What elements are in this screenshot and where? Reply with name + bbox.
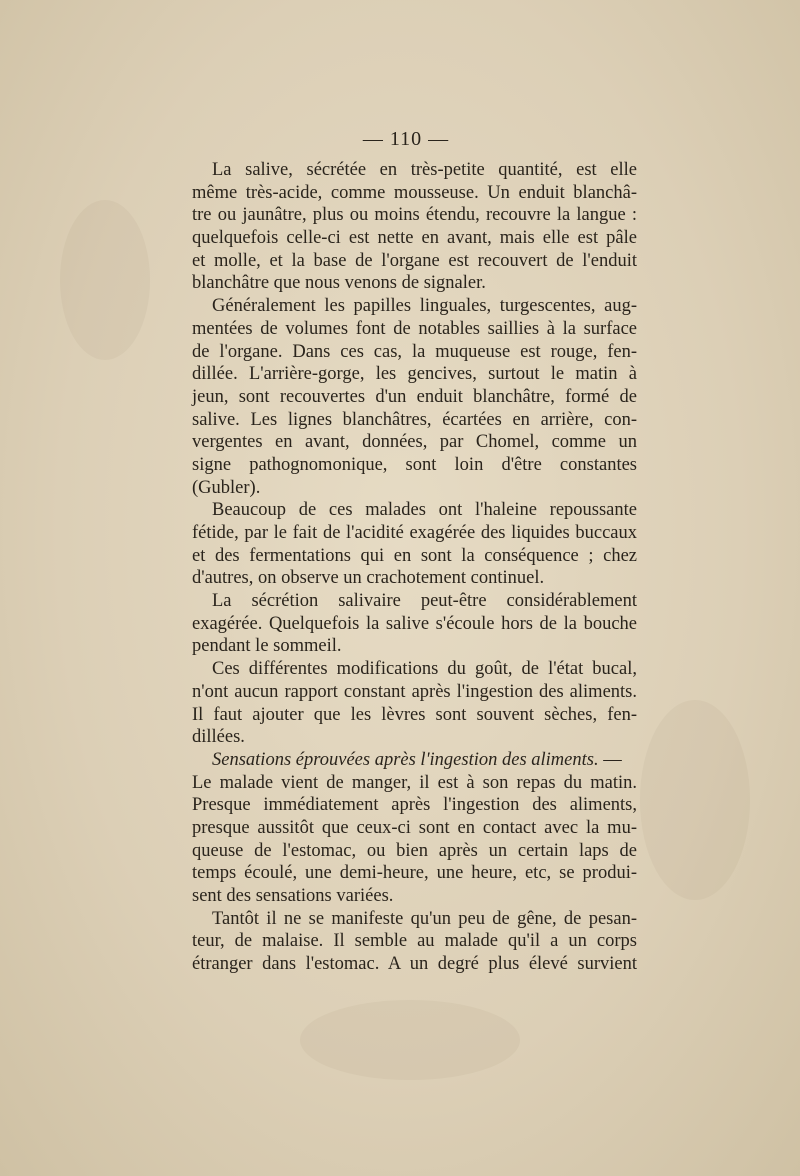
text-line-content: Beaucoup de ces malades ont l'haleine repoussante	[212, 500, 637, 521]
text-line-content: blanchâtre que nous venons de signaler.	[192, 273, 486, 294]
text-line-content: La salive, sécrétée en très-petite quantité, est elle	[212, 160, 637, 180]
text-line	[192, 159, 637, 182]
text-line-content: Ces différentes modifications du goût, de l'état bucal,	[212, 659, 637, 680]
text-line-content: jeun, sont recouvertes d'un enduit blanchâtre, formé de	[192, 386, 637, 407]
text-line-content: vergentes en avant, données, par Chomel, comme un	[192, 432, 637, 453]
text-line	[192, 477, 637, 500]
text-line	[192, 522, 637, 545]
text-line	[192, 341, 637, 364]
text-line	[192, 590, 637, 613]
text-line-content: Tantôt il ne se manifeste qu'un peu de gêne, de pesan-	[212, 908, 637, 929]
text-line	[192, 772, 637, 795]
text-line	[192, 272, 637, 295]
text-line	[192, 182, 637, 205]
text-line	[192, 862, 637, 885]
text-line-content: presque aussitôt que ceux-ci sont en contact avec la mu-	[192, 817, 637, 838]
section-heading: Sensations éprouvées après l'ingestion des aliments.	[212, 749, 599, 770]
text-line-content: n'ont aucun rapport constant après l'ingestion des aliments.	[192, 681, 637, 702]
text-line	[192, 840, 637, 863]
text-line	[192, 250, 637, 273]
text-line	[192, 613, 637, 636]
text-line	[192, 908, 637, 931]
text-line-content: sent des sensations variées.	[192, 886, 394, 906]
text-line	[192, 749, 637, 772]
text-line-content: mentées de volumes font de notables saillies à la surface	[192, 318, 637, 339]
page-number: — 110 —	[362, 128, 450, 150]
text-line	[192, 953, 637, 976]
text-line-content: queuse de l'estomac, ou bien après un certain laps de	[192, 840, 637, 861]
text-line	[192, 885, 637, 908]
text-line	[192, 363, 637, 386]
text-line-content: et molle, et la base de l'organe est recouvert de l'enduit	[192, 250, 637, 271]
text-line-content: salive. Les lignes blanchâtres, écartées en arrière, con-	[192, 409, 637, 430]
text-line-content: pendant le sommeil.	[192, 636, 342, 657]
text-line-content: exagérée. Quelquefois la salive s'écoule hors de la bouche	[192, 613, 637, 634]
text-line-content: dillée. L'arrière-gorge, les gencives, surtout le matin à	[192, 364, 637, 385]
text-line-content: La sécrétion salivaire peut-être considérablement	[212, 591, 637, 612]
text-line-content: même très-acide, comme mousseuse. Un enduit blanchâ-	[192, 182, 637, 203]
text-line	[192, 431, 637, 454]
text-line-content: d'autres, on observe un crachotement continuel.	[192, 568, 545, 589]
text-line-content: fétide, par le fait de l'acidité exagérée des liquides buccaux	[192, 523, 637, 543]
text-line	[192, 658, 637, 681]
text-line-content: de l'organe. Dans ces cas, la muqueuse est rouge, fen-	[192, 341, 637, 362]
text-line-content: et des fermentations qui en sont la conséquence ; chez	[192, 545, 637, 566]
text-line	[192, 794, 637, 817]
text-line	[192, 704, 637, 727]
text-line	[192, 409, 637, 432]
text-line	[192, 545, 637, 568]
text-line	[192, 318, 637, 341]
text-line	[192, 454, 637, 477]
body-text	[192, 159, 637, 976]
text-line-content: tre ou jaunâtre, plus ou moins étendu, recouvre la langue :	[192, 205, 637, 226]
text-line-content: signe pathognomonique, sont loin d'être constantes	[192, 454, 637, 475]
text-line	[192, 295, 637, 318]
text-line-content: Généralement les papilles linguales, turgescentes, aug-	[212, 296, 637, 317]
text-line-content: —	[598, 749, 622, 770]
text-line-content: Il faut ajouter que les lèvres sont souvent sèches, fen-	[192, 704, 637, 725]
text-line	[192, 204, 637, 227]
text-line-content: Le malade vient de manger, il est à son repas du matin.	[192, 772, 637, 793]
text-line-content: étranger dans l'estomac. A un degré plus élevé survient	[192, 954, 637, 975]
text-line-content: Presque immédiatement après l'ingestion des aliments,	[192, 795, 637, 816]
text-line	[192, 567, 637, 590]
text-line-content: (Gubler).	[192, 477, 261, 498]
text-line	[192, 726, 637, 749]
text-line-content: quelquefois celle-ci est nette en avant, mais elle est pâle	[192, 228, 637, 249]
text-line	[192, 227, 637, 250]
text-line	[192, 930, 637, 953]
text-line-content: teur, de malaise. Il semble au malade qu'il a un corps	[192, 931, 637, 952]
text-line-content: dillées.	[192, 727, 245, 748]
text-line-content: temps écoulé, une demi-heure, une heure, etc, se produi-	[192, 863, 637, 884]
text-line	[192, 499, 637, 522]
text-line	[192, 635, 637, 658]
text-line	[192, 681, 637, 704]
text-line	[192, 817, 637, 840]
text-line	[192, 386, 637, 409]
